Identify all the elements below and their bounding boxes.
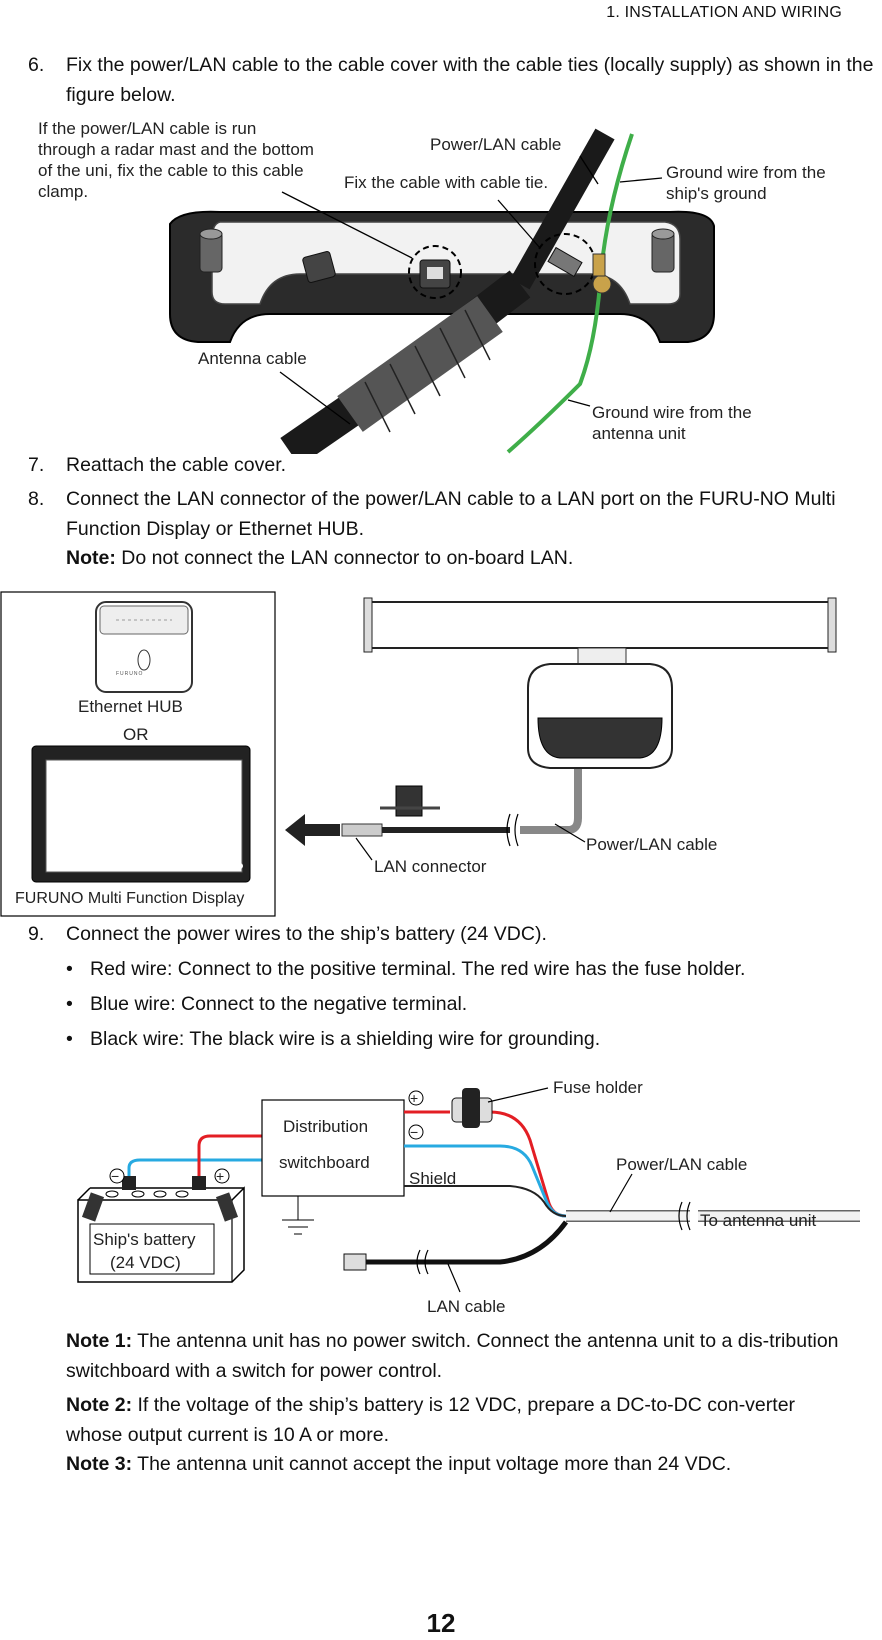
step-text: Connect the power wires to the ship’s battery (24 VDC). xyxy=(66,923,547,945)
ethernet-hub-label: Ethernet HUB xyxy=(78,697,183,716)
note-3 xyxy=(66,1449,856,1479)
note-text: The antenna unit has no power switch. Connect the antenna unit to a dis-tribution switchboard with a switch for power control. xyxy=(66,1330,839,1382)
page-number: 12 xyxy=(426,1608,456,1638)
figure-cable-cover xyxy=(20,114,850,454)
note-label: Note 1: xyxy=(66,1330,133,1352)
power-wiring-diagram xyxy=(0,1070,882,1320)
battery-minus-sign: − xyxy=(111,1168,120,1184)
running-header: 1. INSTALLATION AND WIRING xyxy=(606,4,842,21)
minus-sign: − xyxy=(410,1124,419,1140)
bolt-right xyxy=(652,229,674,272)
fuse-holder-label: Fuse holder xyxy=(553,1078,643,1097)
battery-plus-sign: + xyxy=(216,1168,225,1184)
ethernet-hub-drawing xyxy=(96,602,192,692)
ground-ship-label: Ground wire from the ship's ground xyxy=(666,163,826,203)
note-text: Do not connect the LAN connector to on-board LAN. xyxy=(115,547,574,569)
bullet-text: Red wire: Connect to the positive terminal. The red wire has the fuse holder. xyxy=(90,958,746,980)
step-number: 8. xyxy=(28,488,45,510)
note-2 xyxy=(66,1390,846,1450)
battery-label-2: (24 VDC) xyxy=(110,1253,181,1272)
ground-antenna-label: Ground wire from the antenna unit xyxy=(592,403,752,443)
bullet-text: Black wire: The black wire is a shielding wire for grounding. xyxy=(90,1028,601,1050)
brand-logo: FURUNO xyxy=(116,671,144,677)
step-number: 9. xyxy=(28,923,45,945)
lan-cable-label: LAN cable xyxy=(427,1297,506,1316)
clamp-note-label: If the power/LAN cable is run through a radar mast and the bottom of the uni, fix the cable to this cable clamp. xyxy=(38,119,314,201)
battery-label-1: Ship's battery xyxy=(93,1230,196,1249)
power-lan-cable-label: Power/LAN cable xyxy=(586,835,718,854)
power-lan-cable-label: Power/LAN cable xyxy=(430,135,562,154)
step-text: Reattach the cable cover. xyxy=(66,454,287,476)
step-8-note xyxy=(66,543,856,573)
figure-power-wiring xyxy=(0,1070,882,1320)
distribution-label: Distribution xyxy=(283,1117,369,1136)
mfd-label: FURUNO Multi Function Display xyxy=(15,890,245,907)
or-label: OR xyxy=(123,725,149,744)
step-number: 6. xyxy=(28,54,45,76)
note-label: Note 2: xyxy=(66,1394,133,1416)
lan-connector-label: LAN connector xyxy=(374,857,487,876)
switchboard-label: switchboard xyxy=(279,1153,370,1172)
note-1 xyxy=(66,1326,846,1386)
cable-tie-label: Fix the cable with cable tie. xyxy=(344,173,549,192)
antenna-cable-label: Antenna cable xyxy=(198,349,307,368)
note-label: Note 3: xyxy=(66,1453,133,1475)
to-antenna-label: To antenna unit xyxy=(700,1211,817,1230)
note-text: If the voltage of the ship’s battery is 12 VDC, prepare a DC-to-DC con-verter whose output current is 10 A or more. xyxy=(66,1394,796,1446)
note-text: The antenna unit cannot accept the input voltage more than 24 VDC. xyxy=(132,1453,732,1475)
shield-label: Shield xyxy=(409,1169,457,1188)
note-label: Note: xyxy=(66,547,116,569)
figure-lan-connection xyxy=(0,588,882,918)
step-number: 7. xyxy=(28,454,45,476)
step-text: Fix the power/LAN cable to the cable cover with the cable ties (locally supply) as shown in the figure below. xyxy=(66,54,874,106)
bolt-left xyxy=(200,229,222,272)
step-text: Connect the LAN connector of the power/LAN cable to a LAN port on the FURU-NO Multi Function Display or Ethernet HUB. xyxy=(66,488,836,540)
plus-sign: + xyxy=(410,1090,419,1106)
bullet-text: Blue wire: Connect to the negative terminal. xyxy=(90,993,468,1015)
mfd-drawing xyxy=(32,746,250,882)
power-lan-cable-label: Power/LAN cable xyxy=(616,1155,748,1174)
